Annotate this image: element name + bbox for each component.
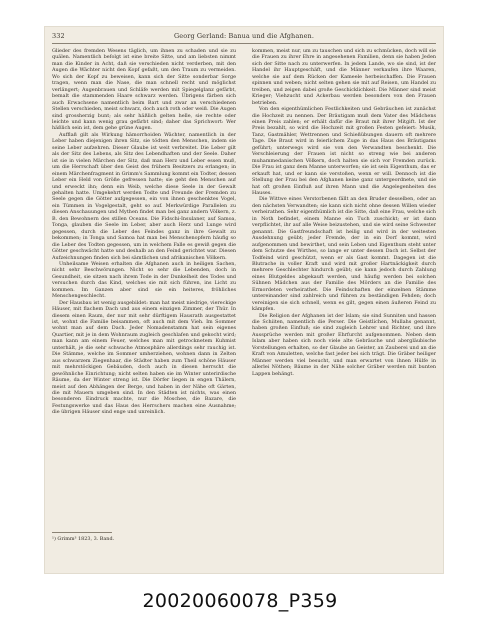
paragraph: Der Hausbau ist wenig ausgebildet: man hat meist niedrige, viereckige Häuser, mit flachem Dach und aus einem einzigen Zimmer, der Thür. In diesem einen Raum, der nur mit sehr dürftigem Hausrath ausgestattet ist, wohnt die Familie beisammen, oft auch mit dem Vieh. Im Sommer wohnt man auf dem Dach. Jeder Nomadenstamm hat sein eigenes Quartier, mit je in dem Wohnraum zugleich geschlafen und gekocht wird; man kann am einem Feuer, welches man mit getrocknetem Kuhmist unterhält, je die sehr schwache Atmosphäre allerdings sehr rauchig ist. Die Stämme, welche im Sommer umherziehen, wohnen dann in Zelten aus schwarzem Ziegenhaar, die Städter haben zum Theil schöne Häuser mit mehrstöckigen Gebäuden, doch auch in diesen herrscht die gewöhnliche Einrichtung; nicht selten haben sie im Winter unterirdische Räume, da der Winter streng ist. Die Dörfer liegen in engen Thälern, meist auf den Abhängen der Berge, und haben in der Nähe oft Gärten, die mit Mauern umgeben sind. In den Städten ist nichts, was einen besonderen Eindruck machte, nur die Moschee, die Bazare, die Festungswerke und das Haus des Herrschers machen eine Ausnahme; die übrigen Häuser sind enge und unreinlich. <box>52 299 236 416</box>
paragraph: Die Religion der Afghanen ist der Islam; sie sind Sunniten und hassen die Schiiten, namentlich die Perser. Die Geistlichen, Mullahs genannt, haben großen Einfluß; sie sind zugleich Lehrer und Richter, und ihre Aussprüche werden mit großer Ehrfurcht aufgenommen. Neben dem Islam aber haben sich noch viele alte Gebräuche und abergläubische Vorstellungen erhalten, so der Glaube an Geister, an Zauberei und an die Kraft von Amuletten, welche fast jeder bei sich trägt. Die Gräber heiliger Männer werden viel besucht, und man erwartet von ihnen Hülfe in allerlei Nöthen; Bäume in der Nähe solcher Gräber werden mit bunten Lappen behängt. <box>252 312 436 377</box>
catalog-id: 20020060078_P359 <box>142 590 338 612</box>
paragraph: Glieder des fremden Wesens täglich, um ihnen zu schaden und sie zu quälen. Namentlich befolgt ist eine breite Sitte, und am liebsten nimmt man die Kinder in Acht, daß sie verschieden nicht verderben, mit den Augen die Wächter nicht den Kopf gefaßt, um den Traum zu vermeiden. Wo sich der Kopf zu beweisen, kann sich der Sitte sonderbar Sorge tragen, wenn man die Nase, die man schnell recht und möglichst verlängert; Augenbrauen und Schläfe werden mit Spiegelglanz gefärbt, bemalt die stammenden Haare schwarz werden. Übrigens färben sich auch Erwachsene namentlich beim Bart und zwar an verschiedenen Stellen verschieden, meist schwarz, doch auch roth oder weiß. Die Augen sind grossherzig bunt; als sehr häßlich gelten helle, sie rechte oder leichte und kann wenig grau gefärbt sind; daher das Sprichwort: Wer häßlich sein ist, dem gehe grüne Augen. <box>52 48 236 132</box>
header-rule <box>52 43 436 44</box>
paragraph: Aufflaß gilt als Wirkung hämorrhoiden Wächter, namentlich in der Leber haben diejenigen ihren Sitz, sie tödten den Menschen, indem sie seine Leber aufzehren. Dieser Glaube ist weit verbreitet. Die Leber gilt als der Sitz des Lebens, als Sitz des Lebendhaften und der Seele. Daher ist sie in vielen Märchen der Sitz, daß man Herz und Leber essen muß, um die Herrschaft über den Geist des frühern Besitzers zu erlangen; in einem Märchenfragment in Grimm's Sammlung kommt ein Todter, dessen Leber ein Held von Größe gefressen hatte; sie geht den Menschen auf und erweckt ihn; denn ein Weib, welche diese Seele in der Gewalt gehalten hatte. Umgekehrt werden Todte und Freunde der Fremden zu Seele gegen die Götter aufgegessen, ein von ihnen geschenktes Vogel, ein Tümmen in Vogelgestalt, geht so auf. Merkwürdige Parallelen zu diesen Anschauungen und Mythen findet man bei ganz andern Völkern, z. B. den Bewohnern des stillen Oceans. Die Fidschi-Insulaner, auf Samoa, Tonga, glauben die Seele im Leber, aber auch Herz und Lunge wird gegessen, durch die Leber des Feindes ganz in ihre Gewalt zu bekommen; in Tonga und Samoa hat man bei Menschenopfern häufig so die Leber des Todten gegessen, um in welchem Falle es gewiß gegen die Götter geschwächt hatte und deshalb an den Feind gerichtet war. Diesen Aufzeichnungen finden sich bei sämtlichen und afrikanischen Völkern. <box>52 131 236 261</box>
paragraph: kommen, meist nur, um zu tauschen und sich zu schmücken, doch will sie die Frauen zu ihrer Ehre in angesehenen Familien, denn sie haben Jeden sich der Sitte nach zu unterwerfen. In jedem Lande, wo sie sind, ist der Handel ihr Hauptgeschäft, und die Männer verkaufen ihre Waaren, welche sie auf dem Rücken der Kameele herbeischaffen. Die Frauen spinnen und weben; nicht selten gehen sie mit auf Reisen, um Handel zu treiben, und zeigen dabei große Geschicklichkeit. Die Männer sind meist Krieger; Viehzucht und Ackerbau werden besonders von den Frauen betrieben. <box>252 48 436 106</box>
paragraph: Die Wittwe eines Verstorbenen fällt an den Bruder desselben, oder an den nächsten Verwandten; sie kann sich nicht ohne dessen Willen wieder verheirathen. Sehr eigenthümlich ist die Sitte, daß eine Frau, welche sich in Noth befindet, einem Manne ein Tuch zuschickt; er ist dann verpflichtet, ihr auf alle Weise beizustehen, und sie wird seine Schwester genannt. Die Gastfreundschaft ist heilig und wird in der weitesten Ausdehnung geübt; jeder Fremde, der in ein Dorf kommt, wird aufgenommen und bewirthet, und sein Leben und Eigenthum steht unter dem Schutze des Wirthes, so lange er unter dessen Dach ist. Selbst der Todfeind wird geschützt, wenn er als Gast kommt. Dagegen ist die Blutrache in voller Kraft und wird mit großer Hartnäckigkeit durch mehrere Geschlechter hindurch geübt; sie kann jedoch durch Zahlung eines Blutgeldes abgekauft werden, und häufig werden bei solchen Sühnen Mädchen aus der Familie des Mörders an die Familie des Ermordeten verheirathet. Die Feindschaften der einzelnen Stämme untereinander sind zahlreich und führen zu beständigen Fehden; doch vereinigen sie sich schnell, wenn es gilt, gegen einen äußeren Feind zu kämpfen. <box>252 196 436 313</box>
text-column-right <box>252 48 436 548</box>
text-column-left <box>52 48 236 548</box>
paragraph: Unheilsame Weisen erhalten die Afghanen auch in heiligen Sachen, nicht sehr Beschwörungen. Nicht so sehr die Lebenden, doch in Gesundheit, sie sitzen nach ihrem Tode in der Dunkelheit des Todes und versuchen durch das Kind, welches sie mit sich führen, ins Licht zu kommen. Im Ganzen aber sind sie ein heiteres, fröhliches Menschengeschlecht. <box>52 260 236 300</box>
page-number: 332 <box>52 32 65 40</box>
book-page <box>44 26 444 574</box>
footnote-rule <box>52 532 112 533</box>
running-title: Georg Gerland: Banua und die Afghanen. <box>173 32 314 40</box>
footnote: ¹) Grimm³ 1823, 3. Band. <box>52 536 115 542</box>
paragraph: Von den eigenthümlichen Festlichkeiten und Gebräuchen ist zunächst die Hochzeit zu nennen. Der Bräutigam muß dem Vater des Mädchens einen Preis zahlen; er erhält dafür die Braut mit ihrer Mitgift. Ist der Preis bezahlt, so wird die Hochzeit mit großen Festen gefeiert: Musik, Tanz, Gastmähler, Wettrennen und Schießübungen dauern oft mehrere Tage. Die Braut wird in feierlichem Zuge in das Haus des Bräutigams geführt; unterwegs wird sie von den Verwandten beschenkt. Die Verschleierung der Frauen ist nicht so streng wie bei anderen muhammedanischen Völkern, doch halten sie sich vor Fremden zurück. Die Frau ist ganz dem Manne unterworfen; sie ist sein Eigenthum, das er erkauft hat, und er kann sie verstoßen, wenn er will. Dennoch ist die Stellung der Frau bei den Afghanen keine ganz untergeordnete, und sie hat oft großen Einfluß auf ihren Mann und die Angelegenheiten des Hauses. <box>252 106 436 196</box>
